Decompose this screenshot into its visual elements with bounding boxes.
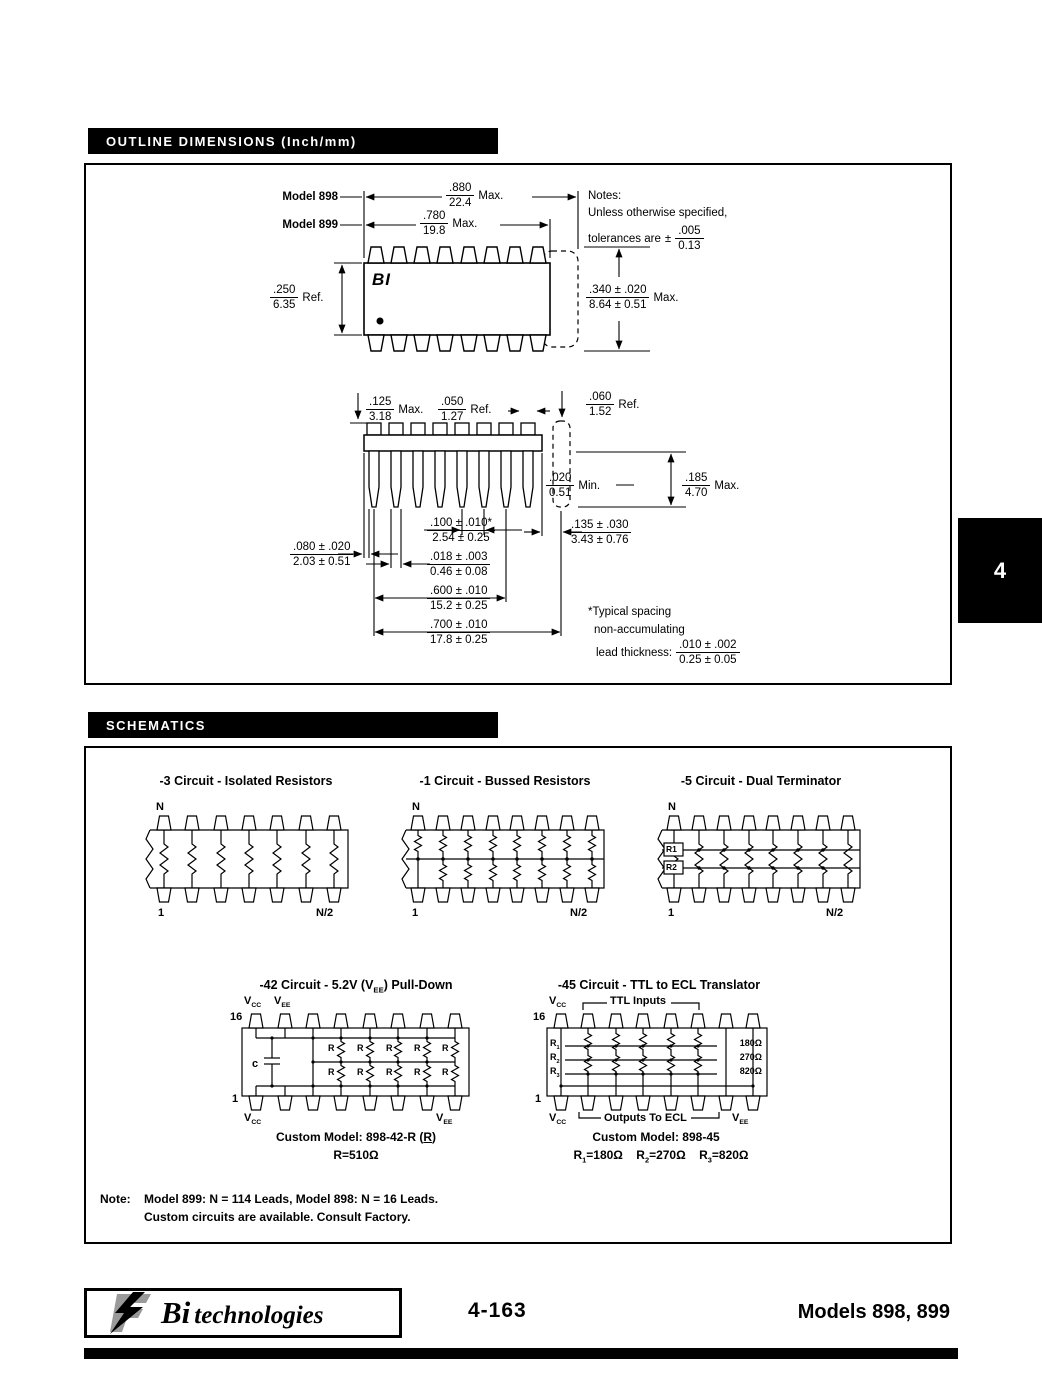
c3-pin-n2: N/2 <box>316 907 334 919</box>
schematics-box <box>84 746 952 1244</box>
c1-pin-1: 1 <box>412 907 419 919</box>
dim-020 <box>546 471 600 500</box>
c42-r-label: R <box>328 1067 335 1077</box>
inch-mm-fraction <box>427 516 495 545</box>
dim-125 <box>366 395 423 424</box>
c45-resistor-values <box>526 1148 796 1164</box>
c45-val-180: 180Ω <box>739 1038 762 1048</box>
inch-mm-fraction <box>586 283 649 312</box>
inch-mm-fraction <box>420 209 448 238</box>
inch-value: .125 <box>366 395 394 410</box>
circuit-1-title: -1 Circuit - Bussed Resistors <box>419 774 591 788</box>
c42-pin-1: 1 <box>232 1093 239 1105</box>
c45-val-820: 820Ω <box>739 1066 762 1076</box>
suffix: Ref. <box>470 403 492 416</box>
dim-018 <box>427 550 490 579</box>
lead-thickness-label: lead thickness: <box>596 646 673 659</box>
c42-r-label: R <box>414 1067 421 1077</box>
notes-line2: Unless otherwise specified, <box>588 207 728 219</box>
dim-060 <box>586 390 639 419</box>
inch-mm-fraction <box>675 224 703 253</box>
suffix: Ref. <box>618 398 640 411</box>
dim-700 <box>427 618 490 647</box>
inch-mm-fraction <box>366 395 394 424</box>
mm-value: 3.43 ± 0.76 <box>571 534 629 546</box>
dip-top-view <box>364 247 578 351</box>
c45-vcc-top: $V_{CC}$ <box>549 995 567 1010</box>
c42-r-label: R <box>357 1043 364 1053</box>
schematics-header <box>88 712 498 738</box>
outline-dimensions-title: OUTLINE DIMENSIONS (Inch/mm) <box>106 133 357 149</box>
dim-340 <box>586 283 678 312</box>
notes-line3: tolerances are <box>588 232 661 245</box>
suffix: Max. <box>653 291 679 304</box>
c42-vcc-top: $V_{CC}$ <box>244 995 262 1010</box>
c1-pin-n2: N/2 <box>570 907 588 919</box>
inch-mm-fraction <box>446 181 474 210</box>
c45-r2-label: $R_2$ <box>550 1052 560 1065</box>
c42-cap-label: c <box>252 1058 259 1070</box>
inch-mm-fraction <box>427 550 490 579</box>
inch-mm-fraction <box>682 471 710 500</box>
mm-value: 0.13 <box>678 240 701 252</box>
mm-value: 19.8 <box>423 225 446 237</box>
mm-value: 0.46 ± 0.08 <box>430 566 488 578</box>
tolerance-value <box>675 224 703 253</box>
section-tab-number: 4 <box>993 557 1007 583</box>
notes-tolerance <box>588 224 704 253</box>
brand-text <box>161 1295 323 1331</box>
c42-pin-16: 16 <box>230 1011 243 1023</box>
outline-drawing-box <box>84 163 952 685</box>
mm-value: 1.27 <box>441 411 464 423</box>
mm-value: 22.4 <box>449 197 472 209</box>
c5-pin-n: N <box>668 801 676 813</box>
inch-value: .250 <box>270 283 298 298</box>
dip-side-view <box>364 421 570 507</box>
inch-value: .100 ± .010* <box>427 516 495 531</box>
mm-value: 2.54 ± 0.25 <box>432 532 490 544</box>
mm-value: 2.03 ± 0.51 <box>293 556 351 568</box>
inch-value: .135 ± .030 <box>568 518 631 533</box>
mm-value: 6.35 <box>273 299 296 311</box>
dim-100 <box>427 516 495 545</box>
c45-r3-label: $R_3$ <box>550 1066 560 1079</box>
bi-logo-mark-icon <box>97 1291 153 1335</box>
inch-value: .018 ± .003 <box>427 550 490 565</box>
c5-pin-1: 1 <box>668 907 675 919</box>
c42-r-label: R <box>328 1043 335 1053</box>
inch-mm-fraction <box>546 471 574 500</box>
circuit-5-title: -5 Circuit - Dual Terminator <box>680 774 842 788</box>
notes-line1: Notes: <box>588 190 622 202</box>
outline-dimensions-header <box>88 128 498 154</box>
mm-value: 0.51 <box>549 487 572 499</box>
brand-bi: Bi <box>161 1295 191 1330</box>
schematics-title: SCHEMATICS <box>106 717 206 733</box>
c42-r-label: R <box>386 1043 393 1053</box>
mm-value: 17.8 ± 0.25 <box>430 634 488 646</box>
suffix: Min. <box>578 479 601 492</box>
inch-value: .340 ± .020 <box>586 283 649 298</box>
c45-pin-16: 16 <box>533 1011 546 1023</box>
c42-r-label: R <box>442 1067 449 1077</box>
c42-vcc-bottom: $V_{CC}$ <box>244 1112 262 1127</box>
pin1-dot <box>377 318 384 325</box>
inch-value: .880 <box>446 181 474 196</box>
suffix: Max. <box>478 189 504 202</box>
footer-rule <box>84 1348 958 1359</box>
c45-r2-eq: $R_2=270\Omega$ <box>636 1148 686 1165</box>
note-line-2: Custom circuits are available. Consult Factory. <box>144 1210 411 1224</box>
schematics-svg <box>86 748 946 1238</box>
bi-technologies-logo <box>84 1288 402 1338</box>
inch-value: .700 ± .010 <box>427 618 490 633</box>
c5-r1-label: R1 <box>666 844 677 854</box>
mm-value: 1.52 <box>589 406 612 418</box>
chip-logo: BI <box>372 270 391 289</box>
mm-value: 15.2 ± 0.25 <box>430 600 488 612</box>
inch-mm-fraction <box>270 283 298 312</box>
c5-r2-label: R2 <box>666 862 677 872</box>
c45-ttl-inputs-label: TTL Inputs <box>610 995 667 1007</box>
c42-r-label: R <box>386 1067 393 1077</box>
inch-mm-fraction <box>676 638 739 667</box>
c42-r-label: R <box>357 1067 364 1077</box>
dim-600 <box>427 584 490 613</box>
models-label: Models 898, 899 <box>797 1301 950 1323</box>
suffix: Max. <box>398 403 424 416</box>
c45-vcc-bottom: $V_{CC}$ <box>549 1112 567 1127</box>
brand-technologies: technologies <box>194 1302 324 1329</box>
circuit-42-title-post: ) Pull-Down <box>383 978 453 992</box>
plus-minus-sign: ± <box>664 232 672 245</box>
c42-vee-bottom: $V_{EE}$ <box>436 1112 453 1127</box>
suffix: Max. <box>714 479 740 492</box>
dim-250 <box>270 283 323 312</box>
suffix: Max. <box>452 217 478 230</box>
inch-mm-fraction <box>568 518 631 547</box>
circuit-42-title <box>234 978 478 994</box>
inch-value: .780 <box>420 209 448 224</box>
c45-custom-model: Custom Model: 898-45 <box>592 1130 720 1144</box>
dim-780 <box>420 209 477 238</box>
mm-value: 3.18 <box>369 411 392 423</box>
inch-mm-fraction <box>427 618 490 647</box>
c3-pin-1: 1 <box>158 907 165 919</box>
inch-value: .010 ± .002 <box>676 638 739 653</box>
typical-spacing-note-2: non-accumulating <box>594 624 685 636</box>
section-tab <box>958 518 1042 623</box>
typical-spacing-note-1: *Typical spacing <box>588 606 672 618</box>
c45-pin-1: 1 <box>535 1093 542 1105</box>
lead-thickness <box>596 638 740 667</box>
dim-050 <box>438 395 491 424</box>
inch-value: .185 <box>682 471 710 486</box>
circuit-5-dual-terminator-drawing <box>658 816 860 902</box>
inch-mm-fraction <box>290 540 353 569</box>
c45-r1-eq: $R_1=180\Omega$ <box>573 1148 623 1165</box>
c42-r-label: R <box>442 1043 449 1053</box>
c5-pin-n2: N/2 <box>826 907 844 919</box>
model-899-label: Model 899 <box>282 219 338 231</box>
inch-value: .050 <box>438 395 466 410</box>
inch-value: .600 ± .010 <box>427 584 490 599</box>
c45-r3-eq: $R_3=820\Omega$ <box>699 1148 749 1165</box>
c45-vee-bottom: $V_{EE}$ <box>732 1112 749 1127</box>
note-label: Note: <box>100 1192 131 1206</box>
c42-vee-top: $V_{EE}$ <box>274 995 291 1010</box>
circuit-3-isolated-drawing <box>146 816 348 902</box>
inch-mm-fraction <box>586 390 614 419</box>
page-number: 4-163 <box>468 1299 527 1322</box>
circuit-45-title: -45 Circuit - TTL to ECL Translator <box>557 978 761 992</box>
inch-mm-fraction <box>427 584 490 613</box>
circuit-42-pulldown-drawing <box>242 1014 469 1110</box>
model-898-label: Model 898 <box>282 191 338 203</box>
mm-value: 0.25 ± 0.05 <box>679 654 737 666</box>
note-line-1: Model 899: N = 114 Leads, Model 898: N = 16 Leads. <box>144 1192 439 1206</box>
c45-outputs-label: Outputs To ECL <box>604 1112 687 1124</box>
mm-value: 8.64 ± 0.51 <box>589 299 647 311</box>
c45-val-270: 270Ω <box>739 1052 762 1062</box>
suffix: Ref. <box>302 291 324 304</box>
inch-value: .080 ± .020 <box>290 540 353 555</box>
inch-value: .060 <box>586 390 614 405</box>
inch-value: .005 <box>675 224 703 239</box>
inch-mm-fraction <box>438 395 466 424</box>
c45-r1-label: $R_1$ <box>550 1038 560 1051</box>
c1-pin-n: N <box>412 801 420 813</box>
inch-value: .020 <box>546 471 574 486</box>
c42-r-label: R <box>414 1043 421 1053</box>
circuit-3-title: -3 Circuit - Isolated Resistors <box>159 774 333 788</box>
circuit-42-title-pre: -42 Circuit - 5.2V (V <box>259 978 374 992</box>
dim-135 <box>568 518 631 547</box>
c3-pin-n: N <box>156 801 164 813</box>
outline-drawing-svg <box>86 165 946 679</box>
circuit-42-title-sub: EE <box>373 985 384 995</box>
dim-185 <box>682 471 739 500</box>
dim-880 <box>446 181 503 210</box>
circuit-1-bussed-drawing <box>402 816 604 902</box>
mm-value: 4.70 <box>685 487 708 499</box>
c42-r-value: R=510Ω <box>333 1148 379 1162</box>
lead-thickness-value <box>676 638 739 667</box>
c42-custom-model: Custom Model: 898-42-R (R) <box>275 1130 437 1144</box>
dim-080 <box>290 540 353 569</box>
